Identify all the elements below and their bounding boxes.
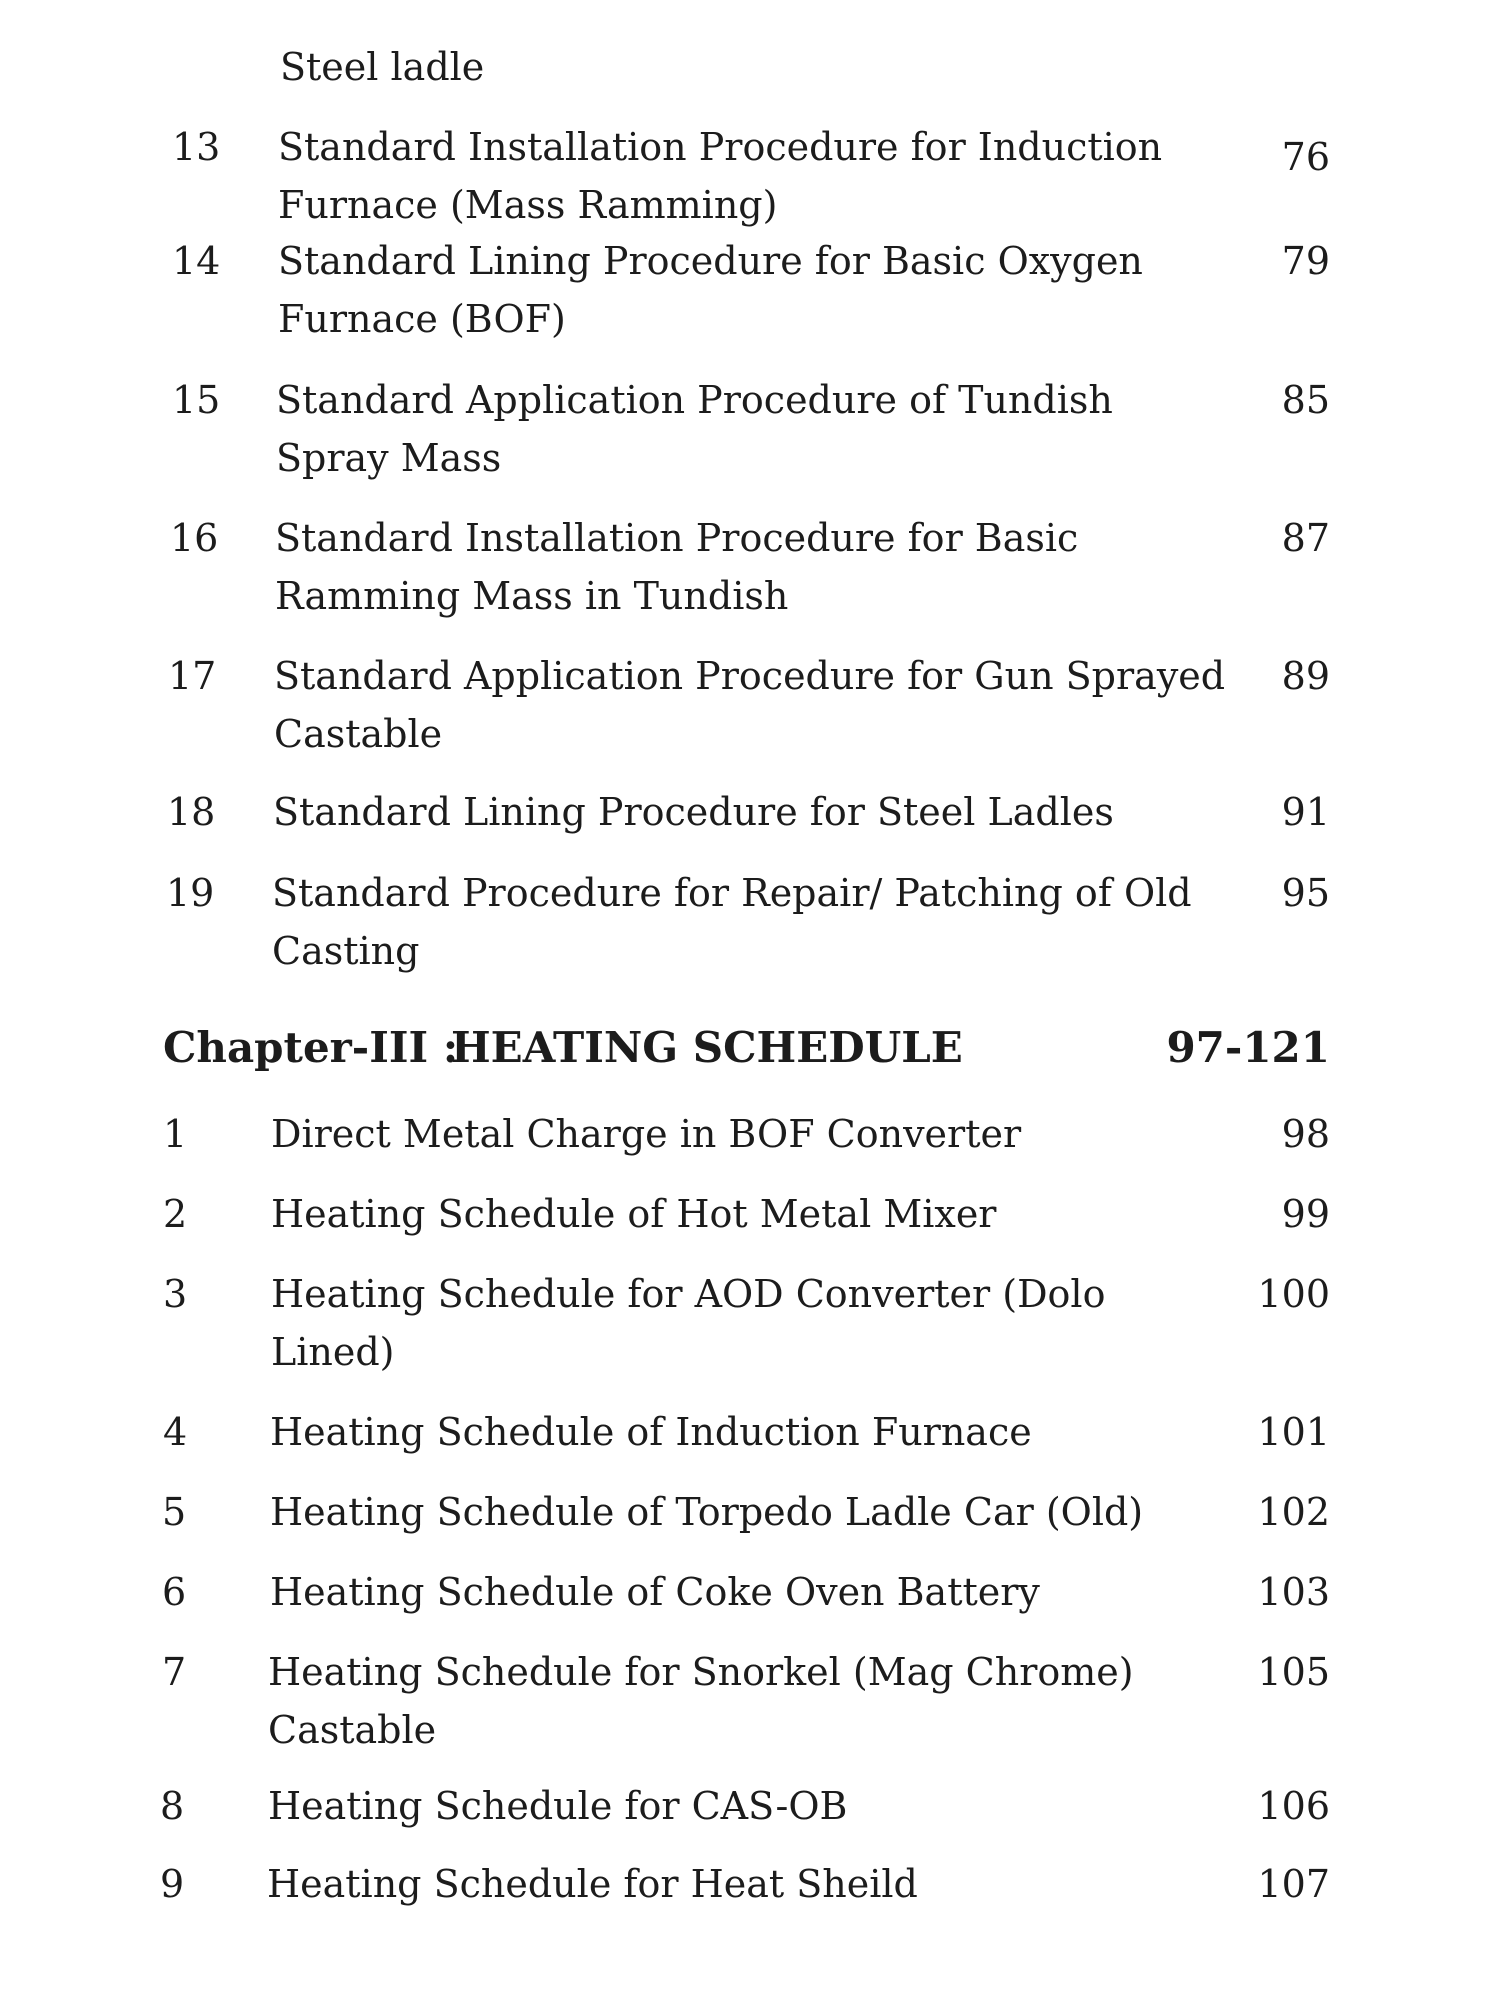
entry-number: 7 — [162, 1650, 187, 1694]
chapter-label: Chapter-III : — [163, 1023, 459, 1072]
entry-page: 107 — [1257, 1862, 1330, 1906]
entry-number: 9 — [160, 1862, 185, 1906]
entry-number: 3 — [163, 1272, 188, 1316]
chapter-title: HEATING SCHEDULE — [451, 1023, 963, 1072]
entry-title: Heating Schedule of Induction Furnace — [270, 1410, 1032, 1454]
entry-title: Standard Installation Procedure for Induction Furnace (Mass Ramming) — [278, 125, 1163, 227]
chapter-pages: 97-121 — [1166, 1023, 1330, 1072]
entry-title: Standard Lining Procedure for Basic Oxygen Furnace (BOF) — [278, 239, 1143, 341]
entry-title: Standard Procedure for Repair/ Patching of Old Casting — [272, 871, 1192, 973]
entry-number: 18 — [167, 790, 216, 834]
entry-number: 6 — [162, 1570, 187, 1614]
entry-page: 95 — [1281, 871, 1330, 915]
entry-number: 16 — [170, 516, 219, 560]
entry-page: 98 — [1281, 1112, 1330, 1156]
entry-title: Heating Schedule of Torpedo Ladle Car (Old) — [270, 1490, 1144, 1534]
entry-title: Standard Application Procedure for Gun Sprayed Castable — [274, 654, 1226, 756]
entry-page: 79 — [1281, 239, 1330, 283]
entry-title: Heating Schedule for CAS-OB — [268, 1784, 848, 1828]
entry-page: 89 — [1281, 654, 1330, 698]
entry-title: Heating Schedule of Coke Oven Battery — [270, 1570, 1040, 1614]
entry-title: Standard Installation Procedure for Basic Ramming Mass in Tundish — [275, 516, 1079, 618]
entry-page: 103 — [1257, 1570, 1330, 1614]
entry-number: 8 — [160, 1784, 185, 1828]
entry-page: 87 — [1281, 516, 1330, 560]
entry-number: 15 — [172, 378, 221, 422]
entry-number: 4 — [163, 1410, 188, 1454]
continuation-line: Steel ladle — [280, 45, 485, 89]
entry-number: 19 — [166, 871, 215, 915]
entry-page: 99 — [1281, 1192, 1330, 1236]
entry-page: 102 — [1257, 1490, 1330, 1534]
entry-page: 105 — [1257, 1650, 1330, 1694]
entry-title: Heating Schedule for AOD Converter (Dolo Lined) — [271, 1272, 1106, 1374]
entry-title: Direct Metal Charge in BOF Converter — [271, 1112, 1022, 1156]
entry-number: 13 — [172, 125, 221, 169]
entry-number: 2 — [163, 1192, 188, 1236]
entry-title: Standard Application Procedure of Tundish Spray Mass — [276, 378, 1113, 480]
entry-page: 76 — [1281, 135, 1330, 179]
entry-number: 5 — [162, 1490, 187, 1534]
entry-title: Heating Schedule for Heat Sheild — [267, 1862, 918, 1906]
entry-title: Standard Lining Procedure for Steel Ladles — [273, 790, 1114, 834]
entry-page: 85 — [1281, 378, 1330, 422]
entry-page: 91 — [1281, 790, 1330, 834]
entry-page: 100 — [1257, 1272, 1330, 1316]
entry-number: 17 — [168, 654, 217, 698]
entry-number: 1 — [163, 1112, 188, 1156]
entry-number: 14 — [172, 239, 221, 283]
entry-page: 106 — [1257, 1784, 1330, 1828]
entry-title: Heating Schedule for Snorkel (Mag Chrome) Castable — [268, 1650, 1134, 1752]
entry-page: 101 — [1257, 1410, 1330, 1454]
entry-title: Heating Schedule of Hot Metal Mixer — [271, 1192, 997, 1236]
